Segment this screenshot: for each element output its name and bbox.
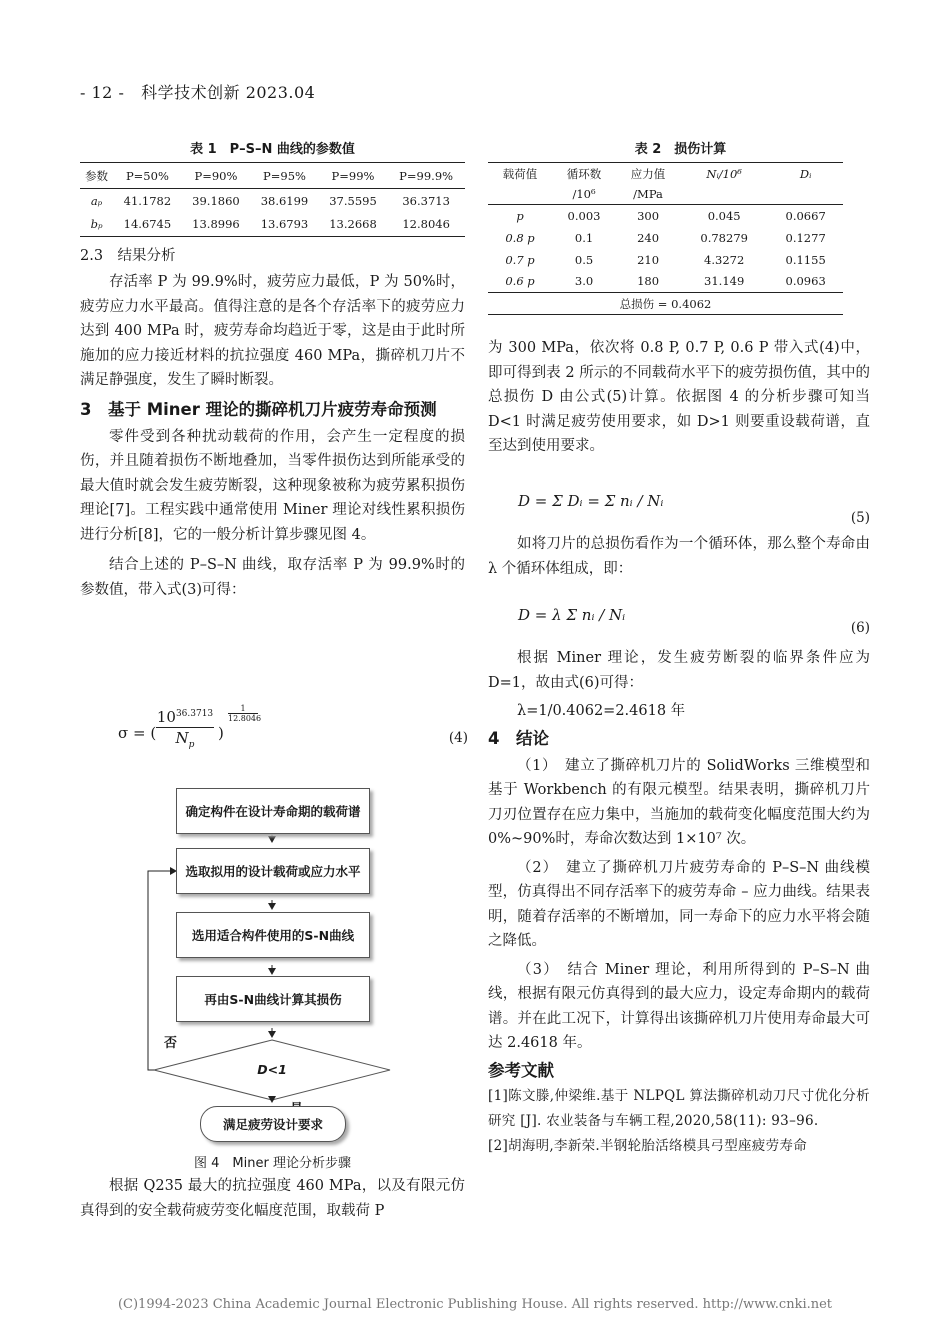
table2-header: 循环数: [566, 166, 602, 181]
table-cell: 0.8 p: [505, 230, 535, 245]
table-cell: 4.3272: [704, 252, 745, 267]
eq6-number: (6): [850, 620, 870, 636]
section-2-3-body: 存活率 P 为 99.9%时，疲劳应力最低，P 为 50%时，疲劳应力水平最高。值得注意的是各个存活率下的疲劳应力达到 400 MPa 时，疲劳寿命均趋近于零，这是由于此时所施加的应力接近材料的抗拉强度 460 MPa，撕碎机刀片不满足静强度，发生了瞬时断裂。: [80, 274, 465, 388]
table-cell: 0.7 p: [505, 252, 535, 267]
equation-5: [488, 480, 870, 530]
table1-header: P=99%: [331, 168, 375, 183]
table2: [488, 162, 843, 315]
left-after-figure: [80, 1174, 465, 1223]
table-cell: 0.5: [574, 252, 594, 267]
lambda-result: λ=1/0.4062=2.4618 年: [517, 703, 686, 719]
conclusion-1: （1） 建立了撕碎机刀片的 SolidWorks 三维模型和基于 Workbench 的有限元模型。结果表明，撕碎机刀片刀刃位置存在应力集中，当施加的载荷变化幅度范围大约为 0%~90%时，寿命次数达到 1×10⁷ 次。: [488, 757, 870, 847]
table-cell: 0.045: [707, 208, 741, 223]
flow-box-end: 满足疲劳设计要求: [200, 1106, 346, 1142]
references-heading: 参考文献: [488, 1060, 554, 1080]
section-3-heading: 3 基于 Miner 理论的撕碎机刀片疲劳寿命预测: [80, 399, 437, 419]
eq5-number: (5): [850, 510, 870, 526]
section-3-paragraph-2: 结合上述的 P–S–N 曲线，取存活率 P 为 99.9%时的参数值，带入式(3)可得：: [80, 557, 465, 598]
table-cell: 36.3713: [402, 193, 450, 208]
decision-label: D<1: [257, 1062, 287, 1077]
eq4-denominator-sub: p: [188, 740, 195, 750]
table-cell: 0.1277: [785, 230, 826, 245]
table-cell: 210: [637, 252, 660, 267]
table1-header: P=90%: [194, 168, 238, 183]
conclusion-2: （2） 建立了撕碎机刀片疲劳寿命的 P–S–N 曲线模型，仿真得出不同存活率下的疲劳寿命 – 应力曲线。结果表明，随着存活率的不断增加，同一寿命下的应力水平将会随之降低。: [488, 859, 870, 949]
table-cell: 12.8046: [402, 217, 450, 232]
table1-header: 参数: [85, 168, 109, 183]
eq5-formula: D = Σ Dᵢ = Σ nᵢ / Nᵢ: [518, 492, 664, 510]
flow-box-sn-curve: 选用适合构件使用的S-N曲线: [176, 912, 370, 958]
right-paragraph-3: 根据 Miner 理论，发生疲劳断裂的临界条件应为 D=1，故由式(6)可得：: [488, 650, 870, 691]
table2-total-row: [488, 293, 843, 315]
flow-box-load-spectrum: 确定构件在设计寿命期的载荷谱: [176, 788, 370, 834]
no-label: 否: [164, 1036, 178, 1051]
table-cell: 13.6793: [260, 217, 309, 232]
table2-header: 载荷值: [502, 166, 538, 181]
equation-4: σ = ( $10^{36.3713}$ $N_p$ ) $\frac{1}{12.8046}$ (4): [118, 704, 468, 750]
table2-header: Nᵢ/10⁶: [706, 166, 742, 181]
right-paragraph-1: 为 300 MPa，依次将 0.8 P, 0.7 P, 0.6 P 带入式(4)中，即可得到表 2 所示的不同载荷水平下的疲劳损伤值，其中的总损伤 D 由公式(5)计算。依据图 4 的分析步骤可知当 D<1 时满足疲劳使用要求，如 D>1 则要重设载荷谱，直至达到使用要求。: [488, 340, 870, 454]
table1: [80, 162, 465, 237]
flowchart-figure: [130, 780, 430, 1150]
eq4-outer-num: 1: [240, 704, 246, 713]
table-cell: 37.5595: [329, 193, 377, 208]
table-cell: 13.8996: [192, 217, 240, 232]
page-number: - 12 -: [80, 83, 125, 102]
eq6-formula: D = λ Σ nᵢ / Nᵢ: [518, 606, 626, 624]
table2-header: /10⁶: [572, 187, 596, 202]
table2-total: 总损伤 = 0.4062: [619, 296, 712, 311]
table-row: [80, 213, 465, 237]
table-row: [80, 189, 465, 213]
table-cell: 0.6 p: [505, 274, 535, 289]
right-paragraph-2: 如将刀片的总损伤看作为一个循环体，那么整个寿命由 λ 个循环体组成，即：: [488, 536, 870, 577]
table-cell: 0.1: [574, 230, 594, 245]
section-2-3-heading: 2.3 结果分析: [80, 248, 176, 264]
eq4-outer-den: 12.8046: [228, 714, 262, 723]
table-cell: 0.0963: [785, 274, 826, 289]
right-column-2: [488, 532, 870, 581]
running-header: [80, 80, 315, 103]
table-cell: 38.6199: [260, 193, 309, 208]
table-row: [488, 205, 843, 227]
table-cell: 41.1782: [123, 193, 172, 208]
table1-caption: 表 1 P–S–N 曲线的参数值: [190, 142, 355, 157]
journal-name: 科学技术创新 2023.04: [141, 83, 316, 102]
eq4-fraction: [156, 708, 214, 750]
table2-caption: 表 2 损伤计算: [634, 142, 727, 157]
flow-box-calc-damage: 再由S-N曲线计算其损伤: [176, 976, 370, 1022]
table2-header-row-1: [488, 163, 843, 185]
table-cell: 240: [637, 230, 660, 245]
table2-header: [768, 185, 843, 205]
table-cell: 3.0: [574, 274, 594, 289]
right-column: [488, 336, 870, 459]
table-row: [488, 271, 843, 293]
section-3-paragraph-1: 零件受到各种扰动载荷的作用，会产生一定程度的损伤，并且随着损伤不断地叠加，当零件损伤达到所能承受的最大值时就会发生疲劳断裂，这种现象被称为疲劳累积损伤理论[7]。工程实践中通常使用 Miner 理论对线性累积损伤进行分析[8]，它的一般分析计算步骤见图 4。: [80, 428, 465, 543]
table-cell: 300: [637, 208, 660, 223]
eq4-lhs: σ = (: [118, 724, 157, 742]
table-cell: 13.2668: [329, 217, 377, 232]
table-row: [488, 249, 843, 271]
eq4-number: (4): [448, 730, 468, 746]
table-cell: 0.0667: [785, 208, 826, 223]
table-row: [488, 227, 843, 249]
section-4-heading: 4 结论: [488, 728, 549, 748]
table1-header: P=50%: [125, 168, 169, 183]
table2-header: /MPa: [633, 187, 663, 202]
table1-header: P=95%: [263, 168, 306, 183]
table2-header: 应力值: [630, 166, 666, 181]
left-column: [80, 244, 465, 602]
table-cell: p: [516, 208, 524, 223]
reference-2: [2]胡海明,李新荣.半钢轮胎活络模具弓型座疲劳寿命: [488, 1137, 808, 1154]
flowchart-connectors: [130, 780, 430, 1150]
table1-header: P=99.9%: [399, 168, 454, 183]
right-column-3: [488, 646, 870, 1159]
eq4-base: 10: [156, 708, 176, 726]
eq4-exponent: 36.3713: [175, 709, 214, 719]
reference-1: [1]陈文滕,仲梁维.基于 NLPQL 算法撕碎机动刀尺寸优化分析研究 [J]. 农业装备与车辆工程,2020,58(11): 93–96.: [488, 1087, 870, 1129]
conclusion-3: （3） 结合 Miner 理论，利用所得到的 P–S–N 曲线，根据有限元仿真得到的最大应力，设定寿命期内的载荷谱。并在此工况下，计算得出该撕碎机刀片使用寿命最大可达 2.4618 年。: [488, 961, 870, 1051]
table-cell: 39.1860: [192, 193, 240, 208]
table-cell: 14.6745: [123, 217, 172, 232]
table2-header: [680, 185, 768, 205]
copyright-footer: (C)1994-2023 China Academic Journal Electronic Publishing House. All rights reserved. http://www.cnki.net: [117, 1297, 833, 1312]
table-cell: 0.78279: [700, 230, 748, 245]
table-cell: 180: [637, 274, 660, 289]
equation-6: [488, 594, 870, 640]
eq4-outer-exponent: [228, 704, 262, 723]
table-cell: 0.003: [567, 208, 601, 223]
table2-header: Dᵢ: [799, 166, 812, 181]
table1-header-row: [80, 163, 465, 189]
table2-header: [488, 185, 552, 205]
left-paragraph-after-figure: 根据 Q235 最大的抗拉强度 460 MPa，以及有限元仿真得到的安全载荷疲劳变化幅度范围，取载荷 P: [80, 1178, 465, 1219]
table-cell: aₚ: [90, 193, 103, 208]
figure-4-caption: 图 4 Miner 理论分析步骤: [194, 1156, 351, 1171]
eq4-denominator: N: [175, 729, 189, 747]
flow-box-select-stress: 选取拟用的设计载荷或应力水平: [176, 848, 370, 894]
table-cell: bₚ: [90, 217, 103, 232]
table-cell: 0.1155: [785, 252, 826, 267]
table-cell: 31.149: [704, 274, 745, 289]
table2-header-row-2: [488, 185, 843, 205]
